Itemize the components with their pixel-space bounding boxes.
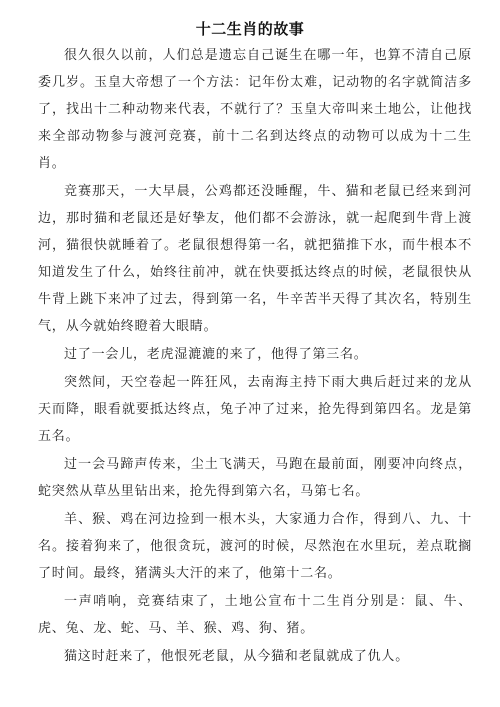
paragraph-8: 猫这时赶来了，他恨死老鼠，从今猫和老鼠就成了仇人。 bbox=[64, 649, 410, 664]
story-body bbox=[38, 42, 472, 671]
page-title: 十二生肖的故事 bbox=[195, 20, 305, 38]
paragraph-7: 一声哨响，竞赛结束了，土地公宣布十二生肖分别是：鼠、牛、虎、兔、龙、蛇、马、羊、猴、鸡、狗、猪。 bbox=[38, 594, 472, 636]
paragraph-2: 竞赛那天，一大早晨，公鸡都还没睡醒，牛、猫和老鼠已经来到河边，那时猫和老鼠还是好挚友，他们都不会游泳，就一起爬到牛背上渡河，猫很快就睡着了。老鼠很想得第一名，就把猫推下水，而牛根本不知道发生了什么，始终往前冲，就在快要抵达终点的时候，老鼠很快从牛背上跳下来冲了过去，得到第一名，牛辛苦半天得了其次名，特别生气，从今就始终瞪着大眼睛。 bbox=[38, 184, 472, 334]
paragraph-1: 很久很久以前，人们总是遗忘自己诞生在哪一年，也算不清自己原委几岁。玉皇大帝想了一个方法：记年份太难，记动物的名字就简洁多了，找出十二种动物来代表，不就行了？玉皇大帝叫来土地公，让他找来全部动物参与渡河竞赛，前十二名到达终点的动物可以成为十二生肖。 bbox=[38, 48, 472, 171]
paragraph-5: 过一会马蹄声传来，尘土飞满天，马跑在最前面，刚要冲向终点，蛇突然从草丛里钻出来，抢先得到第六名，马第七名。 bbox=[38, 457, 472, 499]
paragraph-6: 羊、猴、鸡在河边捡到一根木头，大家通力合作，得到八、九、十名。接着狗来了，他很贪玩，渡河的时候，尽然泡在水里玩，差点耽搁了时间。最终，猪满头大汗的来了，他第十二名。 bbox=[38, 512, 472, 581]
paragraph-4: 突然间，天空卷起一阵狂风，去南海主持下雨大典后赶过来的龙从天而降，眼看就要抵达终点，兔子冲了过来，抢先得到第四名。龙是第五名。 bbox=[38, 375, 472, 444]
paragraph-3: 过了一会儿，老虎湿漉漉的来了，他得了第三名。 bbox=[64, 347, 368, 362]
